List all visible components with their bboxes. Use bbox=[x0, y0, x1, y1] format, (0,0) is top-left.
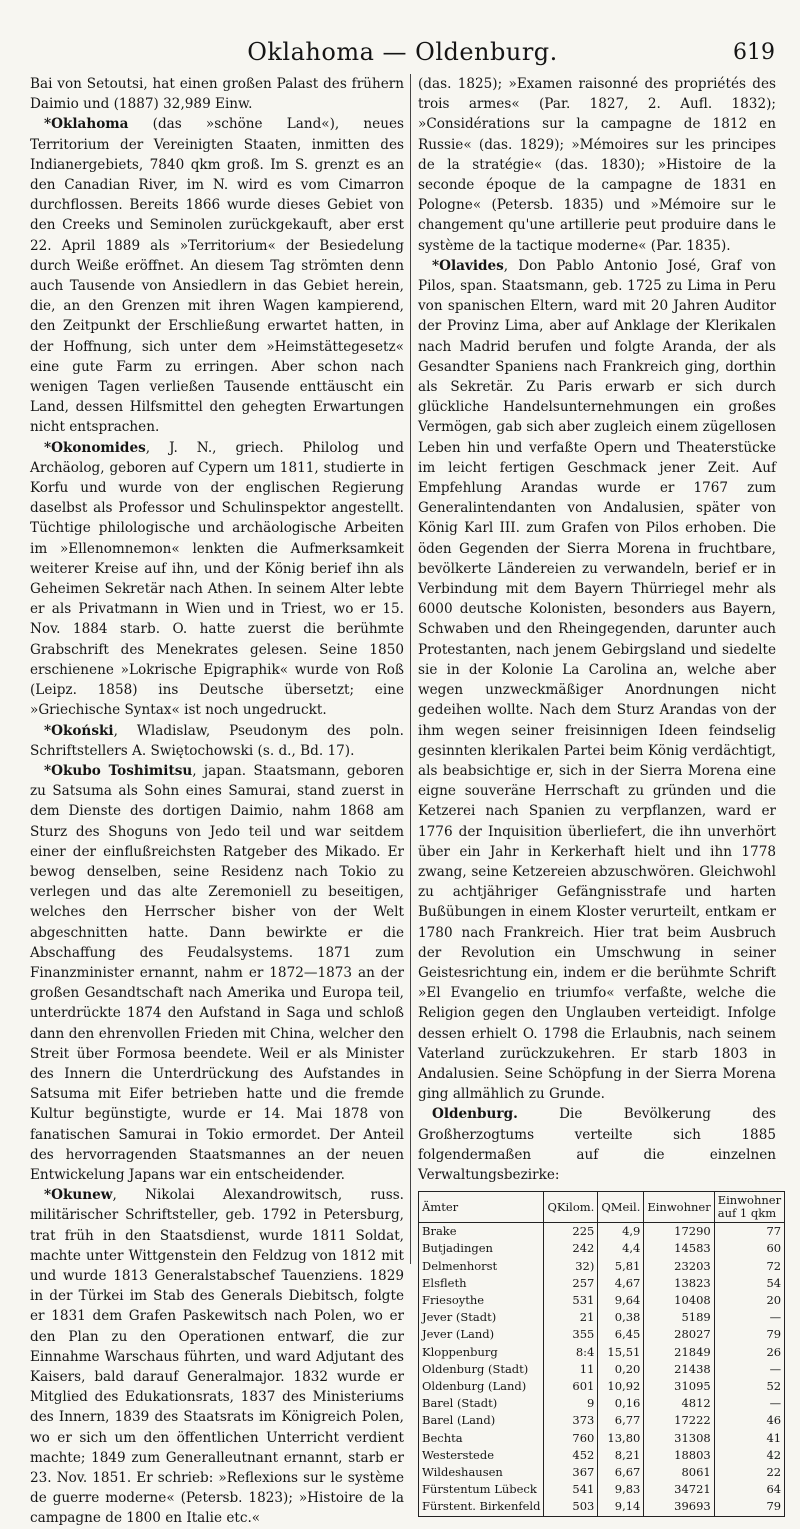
table-cell: 11 bbox=[544, 1361, 598, 1378]
table-cell: 31308 bbox=[644, 1430, 714, 1447]
page-number: 619 bbox=[733, 40, 775, 65]
column-header: Ämter bbox=[419, 1192, 544, 1223]
table-row bbox=[419, 1447, 785, 1464]
table-cell: 64 bbox=[714, 1481, 784, 1498]
continued-text: (das. 1825); »Examen raisonné des propriétés des trois armes« (Par. 1827, 2. Aufl. 1832); »Considérations sur la campagne de 1812 en Russie« (das. 1829); »Mémoires sur les principes de la stratégie« (das. 1830); »Histoire de la seconde époque de la campagne de 1831 en Pologne« (Petersb. 1835) und »Mémoire sur le changement qu'une artillerie peut produire dans le système de la tactique moderne« (Par. 1835). bbox=[418, 76, 776, 254]
table-cell: Oldenburg (Stadt) bbox=[419, 1361, 544, 1378]
table-cell: Barel (Land) bbox=[419, 1412, 544, 1429]
table-cell: Jever (Land) bbox=[419, 1326, 544, 1343]
table-cell: Fürstentum Lübeck bbox=[419, 1481, 544, 1498]
table-cell: 0,20 bbox=[598, 1361, 644, 1378]
entry-headword: *Okubo Toshimitsu bbox=[44, 762, 193, 779]
table-cell: 10408 bbox=[644, 1292, 714, 1309]
table-cell: 26 bbox=[714, 1344, 784, 1361]
table-cell: Delmenhorst bbox=[419, 1258, 544, 1275]
entry-headword: *Okoński bbox=[44, 722, 114, 739]
table-cell: 60 bbox=[714, 1240, 784, 1257]
table-cell: Brake bbox=[419, 1223, 544, 1241]
table-cell: 9,83 bbox=[598, 1481, 644, 1498]
table-cell: 8:4 bbox=[544, 1344, 598, 1361]
table-cell: 14583 bbox=[644, 1240, 714, 1257]
table-cell: Fürstent. Birkenfeld bbox=[419, 1498, 544, 1516]
table-cell: 32) bbox=[544, 1258, 598, 1275]
table-cell: Wildeshausen bbox=[419, 1464, 544, 1481]
table-cell: 257 bbox=[544, 1275, 598, 1292]
table-cell: 42 bbox=[714, 1447, 784, 1464]
column-header: Einwohner bbox=[644, 1192, 714, 1223]
entry-headword: *Olavides bbox=[432, 257, 504, 274]
table-cell: 503 bbox=[544, 1498, 598, 1516]
table-cell: 0,38 bbox=[598, 1309, 644, 1326]
table-row bbox=[419, 1378, 785, 1395]
table-cell: 20 bbox=[714, 1292, 784, 1309]
entry-headword: Oldenburg. bbox=[432, 1106, 518, 1123]
table-row bbox=[419, 1395, 785, 1412]
entry-text: , Don Pablo Antonio José, Graf von Pilos, span. Staatsmann, geb. 1725 zu Lima in Peru von spanischen Eltern, ward mit 20 Jahren Auditor der Provinz Lima, aber auf Anklage der Klerikalen nach Madrid berufen und folgte Aranda, der als Gesandter Spaniens nach Frankreich ging, dorthin als Sekretär. Zu Paris erwarb er sich durch glückliche Handelsunternehmungen ein großes Vermögen, gab sich aber zugleich einem zügellosen Leben hin und verfaßte Opern und Theaterstücke im leicht fertigen Geschmack jener Zeit. Auf Empfehlung Arandas wurde er 1767 zum Generalintendanten von Andalusien, später von König Karl III. zum Grafen von Pilos erhoben. Die öden Gegenden der Sierra Morena in fruchtbare, bevölkerte Ländereien zu verwandeln, berief er in Verbindung mit dem Bayern Thürriegel mehr als 6000 deutsche Kolonisten, besonders aus Bayern, Schwaben und den Rheingegenden, darunter auch Protestanten, nach jenem Gebirgsland und siedelte sie in der Kolonie La Carolina an, welche aber wegen unzweckmäßiger Anordnungen nicht gedeihen wollte. Nach dem Sturz Arandas von der ihm wegen seiner freisinnigen Ideen feindselig gesinnten klerikalen Partei beim König verdächtigt, als beabsichtige er, sich in der Sierra Morena eine eigne souveräne Herrschaft zu gründen und die Ketzerei nach Spanien zu verpflanzen, ward er 1776 der Inquisition überliefert, die ihn unverhört über ein Jahr in Kerkerhaft hielt und ihn 1778 zwang, seine Ketzereien abzuschwören. Gleichwohl zu achtjähriger Gefängnisstrafe und harten Bußübungen in einem Kloster verurteilt, entkam er 1780 nach Frankreich. Hier trat beim Ausbruch der Revolution ein Umschwung in seiner Geistesrichtung ein, indem er die berühmte Schrift »El Evangelio en triumfo« verfaßte, welche die Religion gegen den Unglauben verteidigt. Infolge dessen erhielt O. 1798 die Erlaubnis, nach seinem Vaterland zurückzukehren. Er starb 1803 in Andalusien. Seine Schöpfung in der Sierra Morena ging allmählich zu Grunde. bbox=[418, 257, 776, 1103]
table-cell: — bbox=[714, 1361, 784, 1378]
entry-text: (das »schöne Land«), neues Territorium der Vereinigten Staaten, inmitten des Indianergebiets, 7840 qkm groß. Im S. grenzt es an den Canadian River, im N. wird es vom Cimarron durchflossen. Bereits 1866 wurde dieses Gebiet von den Creeks und Seminolen zurückgekauft, aber erst 22. April 1889 als »Territorium« der Besiedelung durch Weiße eröffnet. An diesem Tag strömten denn auch Tausende von Ansiedlern in das Gebiet herein, die, an den Grenzen mit ihren Wagen kampierend, den Zeitpunkt der Erschließung erwartet hatten, in der Hoffnung, sich unter dem »Heimstättegesetz« eine gute Farm zu erringen. Aber schon nach wenigen Tagen verließen Tausende enttäuscht ein Land, dessen Hilfsmittel den gehegten Erwartungen nicht entsprachen. bbox=[30, 116, 404, 436]
table-row bbox=[419, 1275, 785, 1292]
table-cell: 72 bbox=[714, 1258, 784, 1275]
table-cell: 4,4 bbox=[598, 1240, 644, 1257]
table-cell: 452 bbox=[544, 1447, 598, 1464]
table-cell: Butjadingen bbox=[419, 1240, 544, 1257]
entry-oklahoma bbox=[30, 114, 404, 437]
table-cell: 21849 bbox=[644, 1344, 714, 1361]
column-divider bbox=[410, 74, 411, 1264]
continued-text: Bai von Setoutsi, hat einen großen Palast des frühern Daimio und (1887) 32,989 Einw. bbox=[30, 76, 404, 113]
table-cell: 77 bbox=[714, 1223, 784, 1241]
table-row bbox=[419, 1498, 785, 1516]
table-row bbox=[419, 1430, 785, 1447]
column-header: QKilom. bbox=[544, 1192, 598, 1223]
entry-okunew bbox=[30, 1185, 404, 1528]
table-row bbox=[419, 1258, 785, 1275]
table-cell: 10,92 bbox=[598, 1378, 644, 1395]
entry-text: , Nikolai Alexandrowitsch, russ. militärischer Schriftsteller, geb. 1792 in Petersburg, trat früh in den Staatsdienst, wurde 1811 Soldat, machte unter Wittgenstein den Feldzug von 1812 mit und wurde 1813 Generalstabschef Tauenziens. 1829 in der Türkei im Stab des Generals Diebitsch, folgte er 1831 dem Grafen Paskewitsch nach Polen, wo er den Plan zu den Operationen entwarf, die zur Einnahme Warschaus führten, und ward Adjutant des Kaisers, bald darauf Generalmajor. 1832 wurde er Mitglied des Edukationsrats, 1837 des Ministeriums des Innern, 1839 des Staatsrats im Königreich Polen, wo er sich um den öffentlichen Unterricht verdient machte; 1849 zum Generalleutnant ernannt, starb er 23. Nov. 1851. Er schrieb: »Reflexions sur le système de guerre moderne« (Petersb. 1823); »Histoire de la campagne de 1800 en Italie etc.« bbox=[30, 1187, 404, 1527]
entry-headword: *Oklahoma bbox=[44, 116, 129, 133]
table-cell: 9,64 bbox=[598, 1292, 644, 1309]
table-cell: 5189 bbox=[644, 1309, 714, 1326]
table-row bbox=[419, 1481, 785, 1498]
table-cell: Kloppenburg bbox=[419, 1344, 544, 1361]
table-cell: 5,81 bbox=[598, 1258, 644, 1275]
table-cell: 18803 bbox=[644, 1447, 714, 1464]
entry-text: , Wladislaw, Pseudonym des poln. Schriftstellers A. Swiętochowski (s. d., Bd. 17). bbox=[30, 722, 404, 759]
table-row bbox=[419, 1344, 785, 1361]
table-cell: 4,67 bbox=[598, 1275, 644, 1292]
table-cell: 8061 bbox=[644, 1464, 714, 1481]
table-cell: 54 bbox=[714, 1275, 784, 1292]
table-cell: 4,9 bbox=[598, 1223, 644, 1241]
table-cell: 17290 bbox=[644, 1223, 714, 1241]
table-cell: 531 bbox=[544, 1292, 598, 1309]
table-cell: Friesoythe bbox=[419, 1292, 544, 1309]
table-cell: 79 bbox=[714, 1326, 784, 1343]
table-cell: Oldenburg (Land) bbox=[419, 1378, 544, 1395]
table-cell: 4812 bbox=[644, 1395, 714, 1412]
table-cell: 21 bbox=[544, 1309, 598, 1326]
table-cell: 541 bbox=[544, 1481, 598, 1498]
table-cell: 760 bbox=[544, 1430, 598, 1447]
table-cell: 52 bbox=[714, 1378, 784, 1395]
table-cell: 46 bbox=[714, 1412, 784, 1429]
table-row bbox=[419, 1309, 785, 1326]
table-cell: — bbox=[714, 1395, 784, 1412]
table-cell: 242 bbox=[544, 1240, 598, 1257]
table-cell: 355 bbox=[544, 1326, 598, 1343]
table-cell: Jever (Stadt) bbox=[419, 1309, 544, 1326]
table-cell: 79 bbox=[714, 1498, 784, 1516]
table-header-row bbox=[419, 1192, 785, 1223]
entry-olavides bbox=[418, 256, 776, 1105]
table-cell: 31095 bbox=[644, 1378, 714, 1395]
table-cell: Elsfleth bbox=[419, 1275, 544, 1292]
entry-headword: *Okonomides bbox=[44, 439, 146, 456]
right-column bbox=[418, 74, 782, 1514]
table-cell: Bechta bbox=[419, 1430, 544, 1447]
table-row bbox=[419, 1412, 785, 1429]
entry-text: , japan. Staatsmann, geboren zu Satsuma als Sohn eines Samurai, stand zuerst in dem Dienste des dortigen Daimio, nahm 1868 am Sturz des Shoguns von Jedo teil und war seitdem einer der einflußreichsten Ratgeber des Mikado. Er bewog denselben, seine Residenz nach Tokio zu verlegen und das alte Zeremoniell zu beseitigen, welches den Herrscher bisher von der Welt abgeschnitten hatte. Dann bewirkte er die Abschaffung des Feudalsystems. 1871 zum Finanzminister ernannt, nahm er 1872—1873 an der großen Gesandtschaft nach Amerika und Europa teil, unterdrückte 1874 den Aufstand in Saga und schloß dann den ehrenvollen Frieden mit China, welcher den Streit über Formosa beendete. Weil er als Minister des Innern die Unterdrückung des Aufstandes in Satsuma mit Eifer betrieben hatte und die fremde Kultur begünstigte, wurde er 14. Mai 1878 von fanatischen Samurai in Tokio ermordet. Der Anteil des hervorragenden Staatsmannes an der neuen Entwickelung Japans war ein entscheidender. bbox=[30, 762, 404, 1183]
table-cell: Westerstede bbox=[419, 1447, 544, 1464]
table-cell: 367 bbox=[544, 1464, 598, 1481]
entry-text: , J. N., griech. Philolog und Archäolog, geboren auf Cypern um 1811, studierte in Korfu und wurde von der englischen Regierung daselbst als Professor und Schulinspektor angestellt. Tüchtige philologische und archäologische Arbeiten im »Ellenomnemon« lenkten die Aufmerksamkeit weiterer Kreise auf ihn, und der König berief ihn als Geheimen Sekretär nach Athen. In seinem Alter lebte er als Privatmann in Wien und in Triest, wo er 15. Nov. 1884 starb. O. hatte zuerst die berühmte Grabschrift des Menekrates gelesen. Seine 1850 erschienene »Lokrische Epigraphik« wurde von Roß (Leipz. 1858) ins Deutsche übersetzt; eine »Griechische Syntax« ist noch ungedruckt. bbox=[30, 439, 404, 719]
table-cell: Barel (Stadt) bbox=[419, 1395, 544, 1412]
left-column bbox=[30, 74, 404, 1527]
table-row bbox=[419, 1292, 785, 1309]
table-row bbox=[419, 1240, 785, 1257]
table-cell: 34721 bbox=[644, 1481, 714, 1498]
table-cell: 8,21 bbox=[598, 1447, 644, 1464]
table-cell: 41 bbox=[714, 1430, 784, 1447]
running-title: Oklahoma — Oldenburg. bbox=[247, 38, 558, 66]
table-cell: 6,67 bbox=[598, 1464, 644, 1481]
table-cell: 21438 bbox=[644, 1361, 714, 1378]
table-cell: 13823 bbox=[644, 1275, 714, 1292]
entry-okonski bbox=[30, 721, 404, 761]
column-header: QMeil. bbox=[598, 1192, 644, 1223]
table-row bbox=[419, 1361, 785, 1378]
table-cell: 601 bbox=[544, 1378, 598, 1395]
entry-text: Die Bevölkerung des Großherzogtums verteilte sich 1885 folgendermaßen auf die einzelnen Verwaltungsbezirke: bbox=[418, 1106, 776, 1183]
population-table bbox=[418, 1191, 785, 1516]
table-cell: 6,77 bbox=[598, 1412, 644, 1429]
page-header bbox=[30, 38, 775, 72]
table-cell: — bbox=[714, 1309, 784, 1326]
table-row bbox=[419, 1223, 785, 1241]
table-cell: 22 bbox=[714, 1464, 784, 1481]
table-cell: 13,80 bbox=[598, 1430, 644, 1447]
table-cell: 28027 bbox=[644, 1326, 714, 1343]
table-cell: 17222 bbox=[644, 1412, 714, 1429]
table-cell: 6,45 bbox=[598, 1326, 644, 1343]
table-cell: 0,16 bbox=[598, 1395, 644, 1412]
table-cell: 9 bbox=[544, 1395, 598, 1412]
table-cell: 39693 bbox=[644, 1498, 714, 1516]
table-cell: 373 bbox=[544, 1412, 598, 1429]
entry-headword: *Okunew bbox=[44, 1187, 113, 1204]
column-header: Einwohner auf 1 qkm bbox=[714, 1192, 784, 1223]
entry-okonomides bbox=[30, 438, 404, 721]
table-cell: 9,14 bbox=[598, 1498, 644, 1516]
table-cell: 23203 bbox=[644, 1258, 714, 1275]
table-cell: 225 bbox=[544, 1223, 598, 1241]
table-row bbox=[419, 1326, 785, 1343]
table-row bbox=[419, 1464, 785, 1481]
entry-okubo-toshimitsu bbox=[30, 761, 404, 1185]
table-cell: 15,51 bbox=[598, 1344, 644, 1361]
table-body bbox=[419, 1223, 785, 1516]
entry-oldenburg bbox=[418, 1104, 776, 1185]
